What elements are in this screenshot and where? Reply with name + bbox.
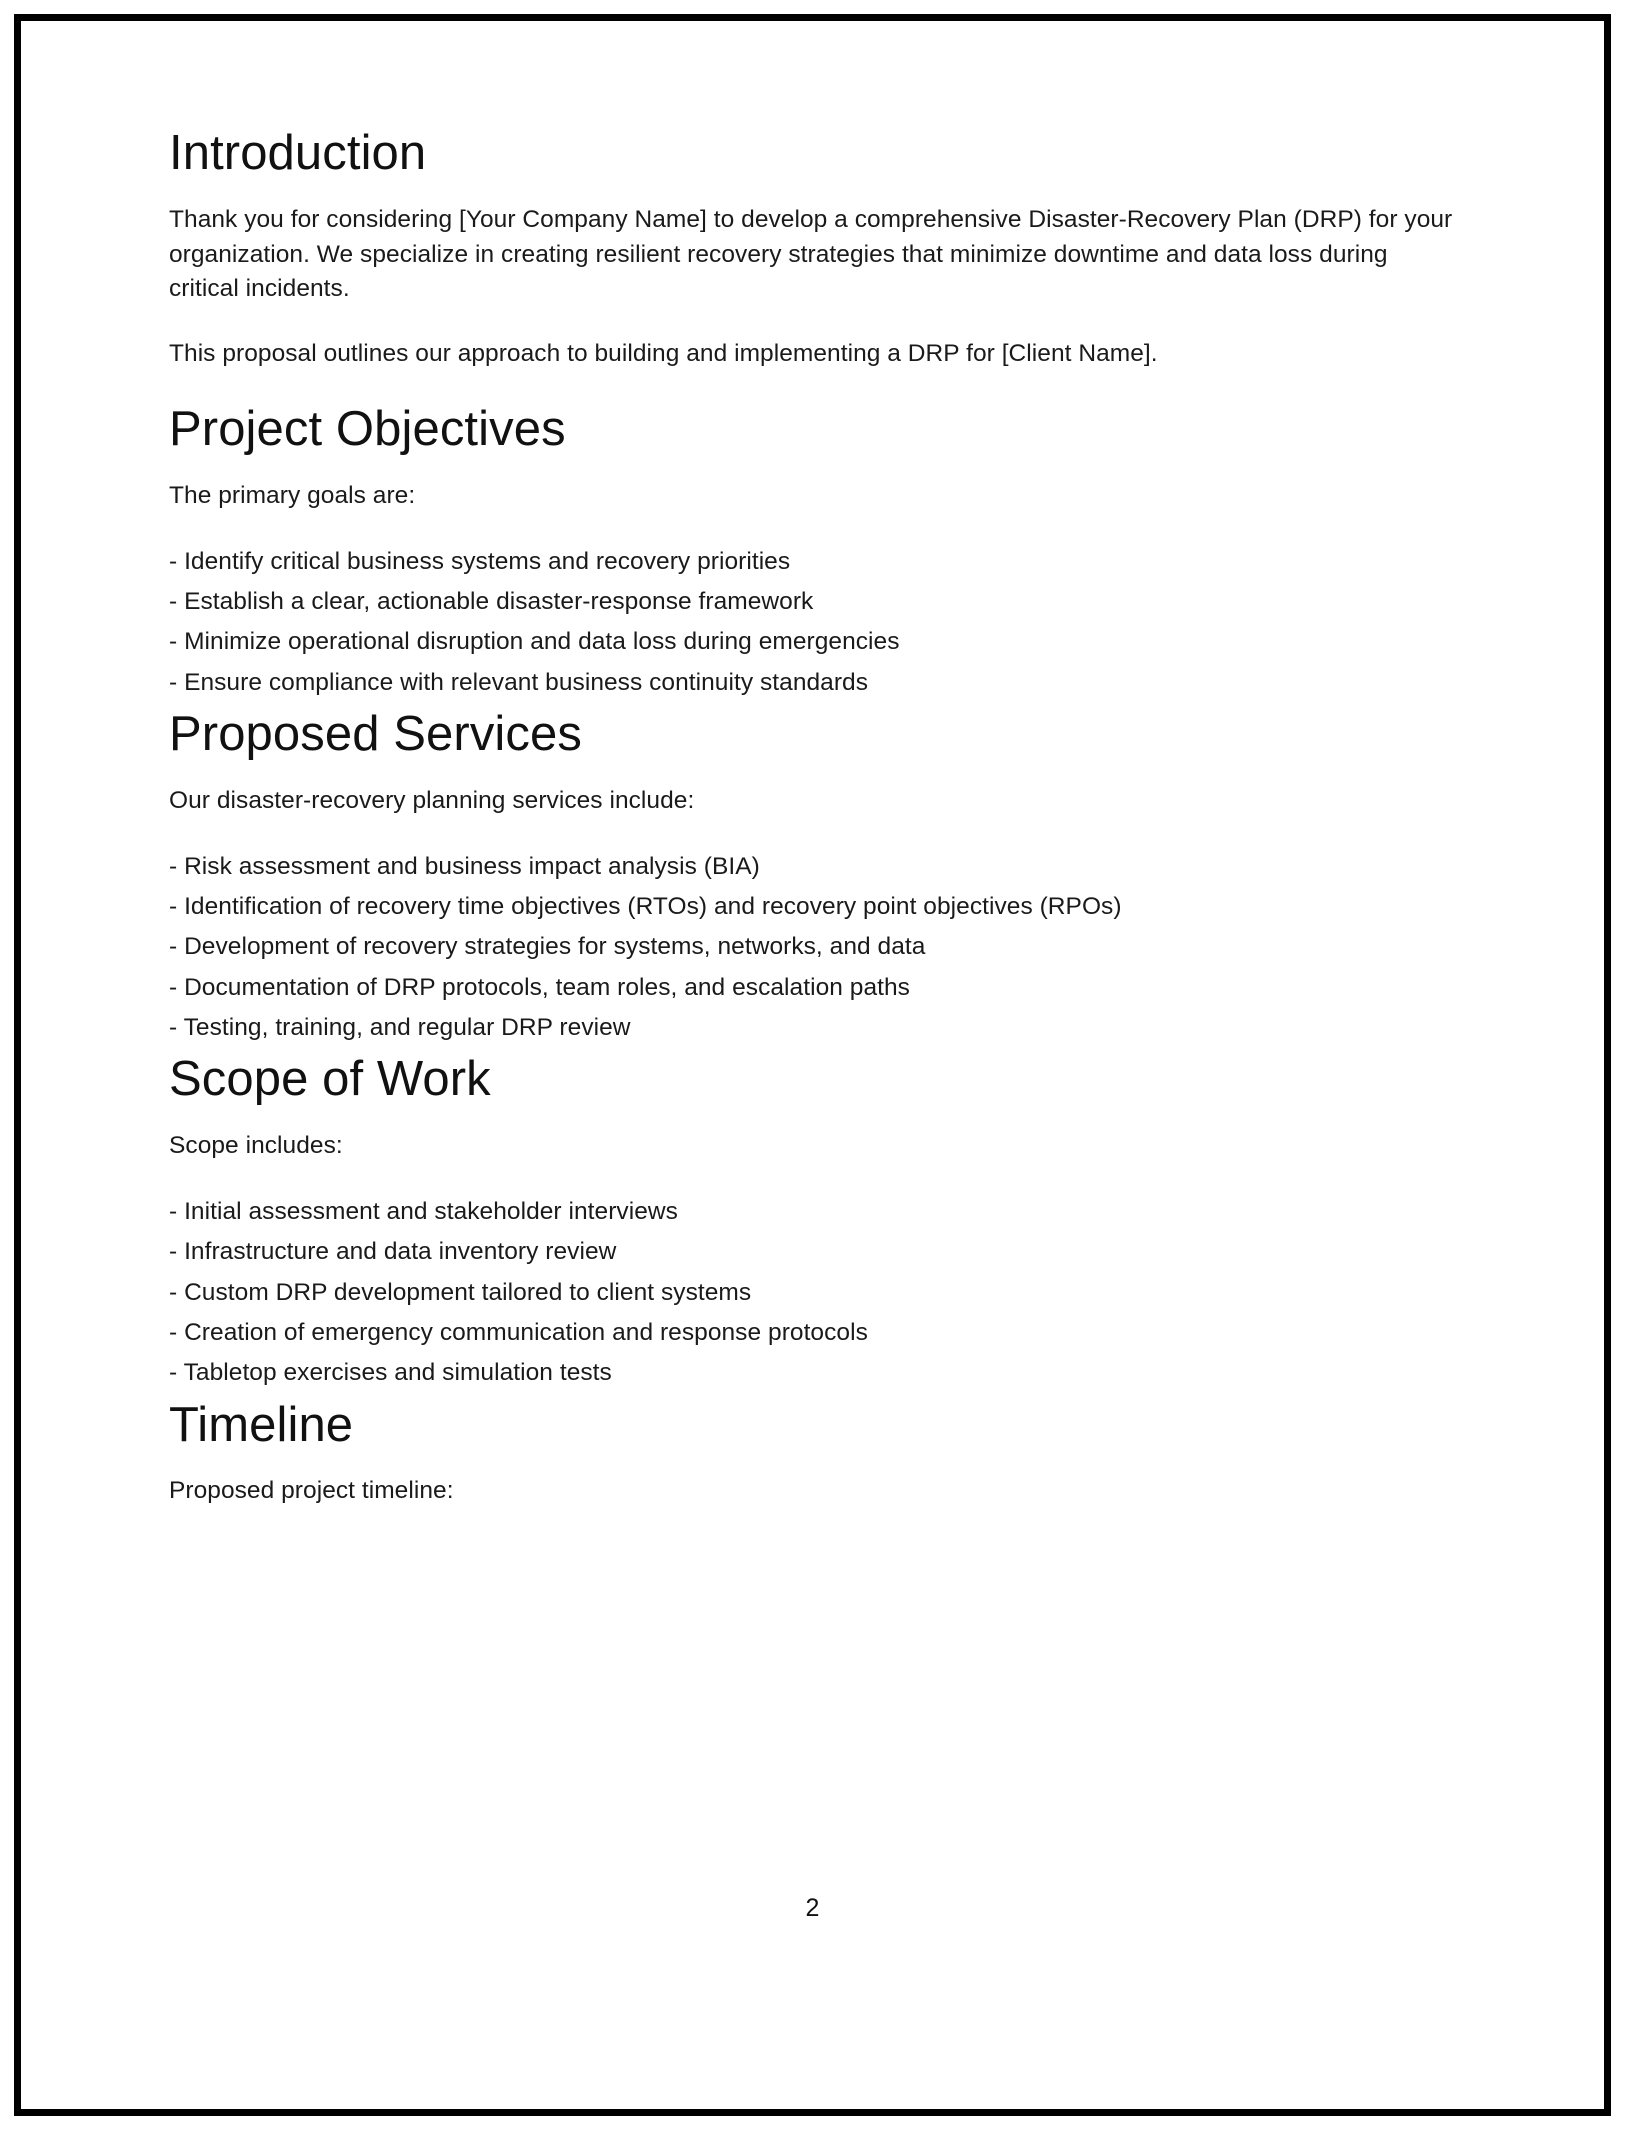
lead-scope-of-work: Scope includes: xyxy=(169,1132,343,1160)
lead-proposed-services: Our disaster-recovery planning services include: xyxy=(169,786,695,814)
heading-timeline: Timeline xyxy=(169,1397,354,1452)
paragraph-introduction-2: This proposal outlines our approach to building and implementing a DRP for [Client Name]. xyxy=(169,340,1158,368)
list-project-objectives xyxy=(169,546,1459,699)
list-item: - Creation of emergency communication and response protocols xyxy=(169,1318,868,1346)
list-item: - Testing, training, and regular DRP review xyxy=(169,1013,631,1041)
page-body xyxy=(21,21,1604,2109)
list-item: - Ensure compliance with relevant business continuity standards xyxy=(169,668,869,696)
list-item: - Establish a clear, actionable disaster-response framework xyxy=(169,587,814,615)
list-item: - Tabletop exercises and simulation tests xyxy=(169,1359,612,1387)
heading-introduction: Introduction xyxy=(169,126,427,180)
page-number: 2 xyxy=(805,1894,820,1922)
list-item: - Development of recovery strategies for systems, networks, and data xyxy=(169,933,926,961)
list-item: - Identification of recovery time objectives (RTOs) and recovery point objectives (RPOs) xyxy=(169,892,1122,920)
list-scope-of-work xyxy=(169,1196,1459,1390)
list-item: - Minimize operational disruption and data loss during emergencies xyxy=(169,628,900,656)
heading-project-objectives: Project Objectives xyxy=(169,402,566,456)
list-item: - Risk assessment and business impact analysis (BIA) xyxy=(169,852,760,880)
document-page xyxy=(14,14,1611,2116)
list-item: - Documentation of DRP protocols, team roles, and escalation paths xyxy=(169,973,910,1001)
list-item: - Infrastructure and data inventory review xyxy=(169,1238,617,1266)
list-item: - Custom DRP development tailored to client systems xyxy=(169,1278,752,1306)
heading-scope-of-work: Scope of Work xyxy=(169,1052,491,1107)
lead-project-objectives: The primary goals are: xyxy=(169,481,416,509)
list-item: - Initial assessment and stakeholder interviews xyxy=(169,1197,678,1225)
list-proposed-services xyxy=(169,851,1459,1045)
document-content xyxy=(169,126,1459,1539)
paragraph-introduction-1: Thank you for considering [Your Company Name] to develop a comprehensive Disaster-Recovery Plan (DRP) for your organization. We specialize in creating resilient recovery strategies that minimize downtime and data loss during critical incidents. xyxy=(169,205,1453,303)
lead-timeline: Proposed project timeline: xyxy=(169,1477,454,1505)
list-item: - Identify critical business systems and recovery priorities xyxy=(169,547,791,575)
heading-proposed-services: Proposed Services xyxy=(169,706,582,761)
